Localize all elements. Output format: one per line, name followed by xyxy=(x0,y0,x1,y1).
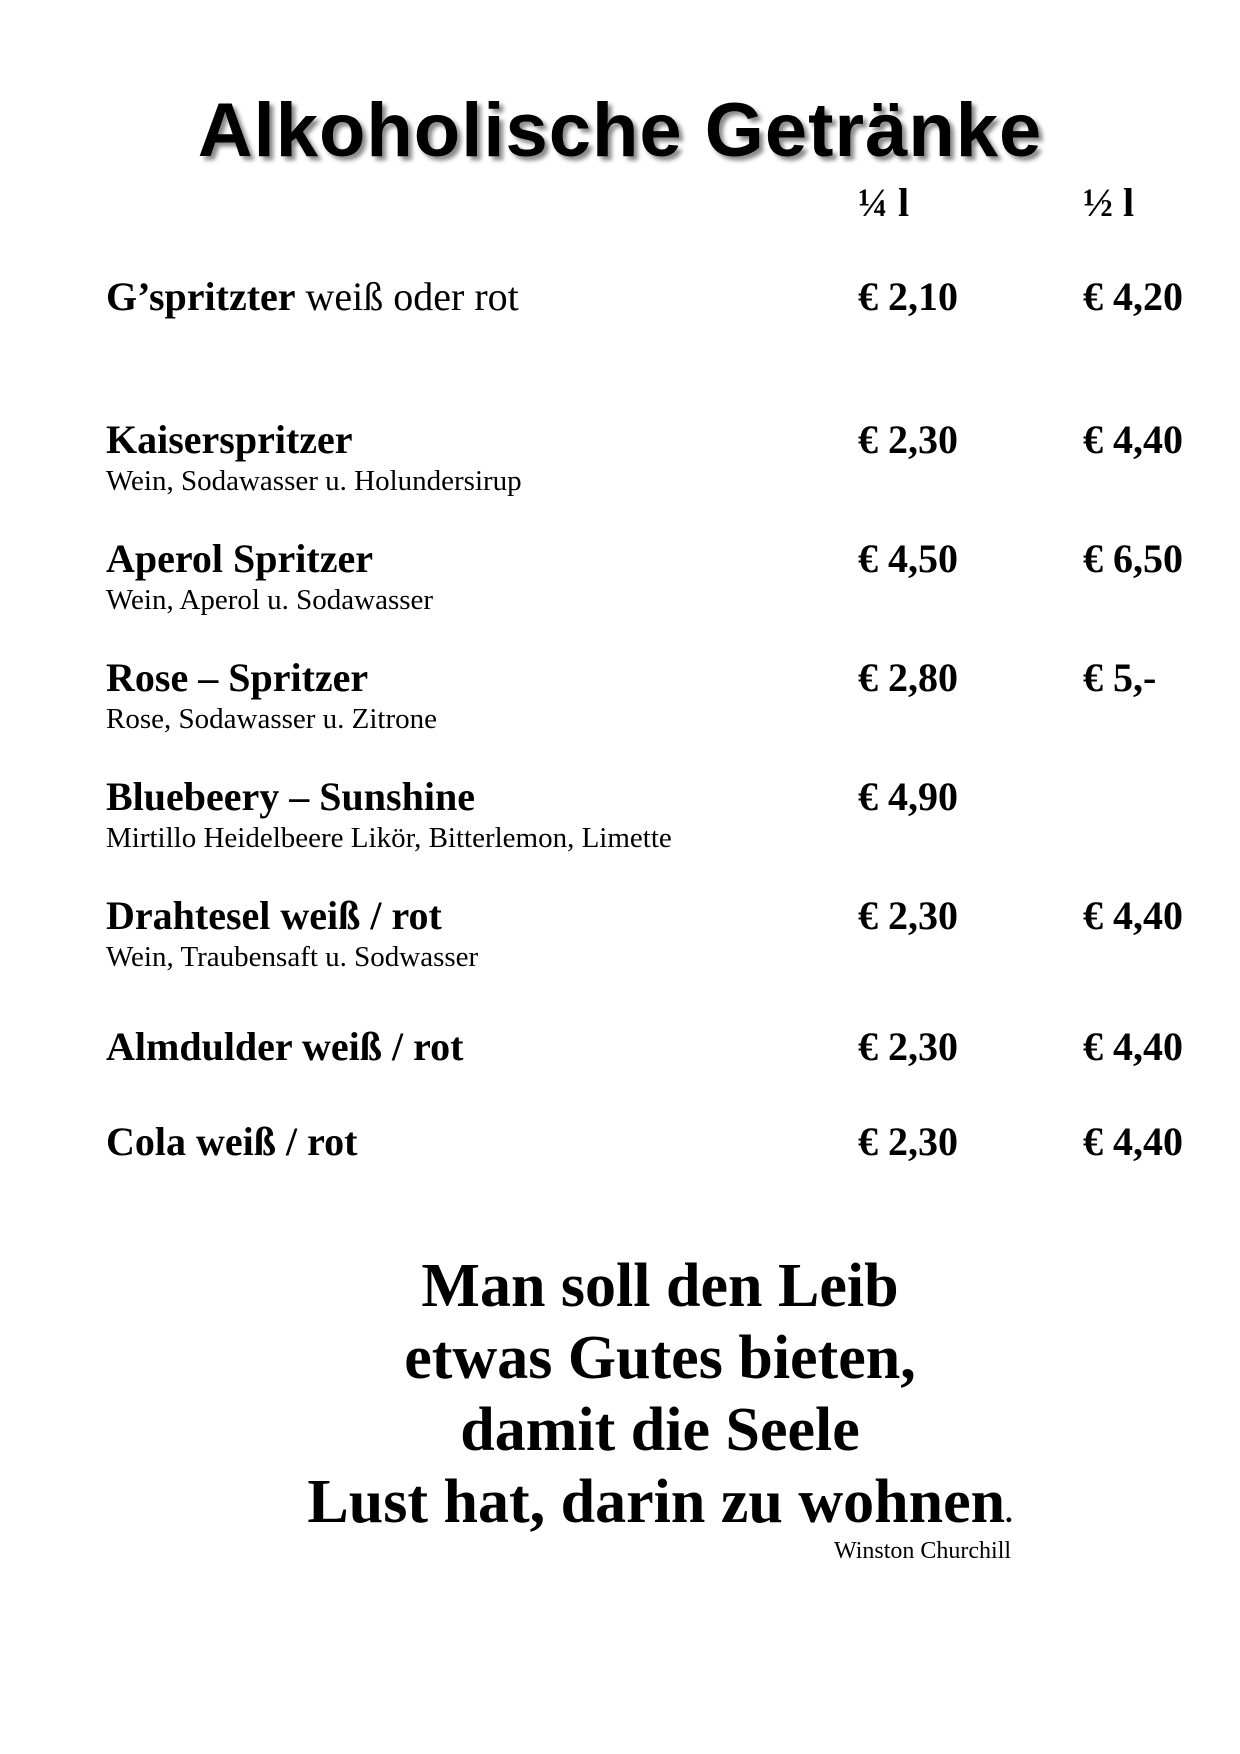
quote-block xyxy=(0,1250,1240,1549)
menu-item-kaiserspritzer xyxy=(106,415,1226,505)
item-description: Rose, Sodawasser u. Zitrone xyxy=(106,703,438,735)
price-quarter: € 2,30 xyxy=(858,893,958,938)
quote-line: damit die Seele xyxy=(460,1396,860,1464)
price-half: € 6,50 xyxy=(1083,536,1183,581)
menu-item-almdulder xyxy=(106,1022,1226,1112)
quote-end-punctuation: . xyxy=(1005,1496,1013,1529)
menu-item-rose-spritzer xyxy=(106,653,1226,743)
menu-item-aperol-spritzer xyxy=(106,534,1226,624)
menu-item-bluebeery-sunshine xyxy=(106,772,1226,862)
item-name: Aperol Spritzer xyxy=(106,536,373,581)
quote-author: Winston Churchill xyxy=(834,1538,1012,1564)
price-quarter: € 4,50 xyxy=(858,536,958,581)
item-description: Mirtillo Heidelbeere Likör, Bitterlemon, Limette xyxy=(106,822,672,854)
item-description: Wein, Aperol u. Sodawasser xyxy=(106,584,434,616)
item-name: G’spritzter weiß oder rot xyxy=(106,274,519,319)
item-description: Wein, Sodawasser u. Holundersirup xyxy=(106,465,522,497)
menu-item-gspritzter xyxy=(106,272,1226,362)
price-half: € 5,- xyxy=(1083,655,1157,700)
page-title: Alkoholische Getränke xyxy=(197,87,1043,173)
item-name: Kaiserspritzer xyxy=(106,417,353,462)
price-half: € 4,20 xyxy=(1083,274,1183,319)
item-description: Wein, Traubensaft u. Sodwasser xyxy=(106,941,479,973)
item-name: Cola weiß / rot xyxy=(106,1119,358,1164)
price-quarter: € 2,10 xyxy=(858,274,958,319)
quote-line: etwas Gutes bieten, xyxy=(404,1324,916,1392)
column-header-quarter-liter: ¼ l xyxy=(858,180,910,225)
price-quarter: € 4,90 xyxy=(858,774,958,819)
item-name: Bluebeery – Sunshine xyxy=(106,774,475,819)
price-half: € 4,40 xyxy=(1083,893,1183,938)
menu-item-drahtesel xyxy=(106,891,1226,981)
price-quarter: € 2,30 xyxy=(858,417,958,462)
item-name: Rose – Spritzer xyxy=(106,655,369,700)
column-header-half-liter: ½ l xyxy=(1083,180,1135,225)
price-half: € 4,40 xyxy=(1083,1119,1183,1164)
item-name: Drahtesel weiß / rot xyxy=(106,893,442,938)
price-half: € 4,40 xyxy=(1083,1024,1183,1069)
menu-item-cola xyxy=(106,1117,1226,1207)
price-half: € 4,40 xyxy=(1083,417,1183,462)
price-quarter: € 2,30 xyxy=(858,1119,958,1164)
quote-line-text: Lust hat, darin zu wohnen xyxy=(307,1468,1006,1536)
price-quarter: € 2,80 xyxy=(858,655,958,700)
quote-line: Man soll den Leib xyxy=(421,1252,899,1320)
quote-line-last xyxy=(0,1466,1240,1549)
item-name: Almdulder weiß / rot xyxy=(106,1024,464,1069)
price-quarter: € 2,30 xyxy=(858,1024,958,1069)
